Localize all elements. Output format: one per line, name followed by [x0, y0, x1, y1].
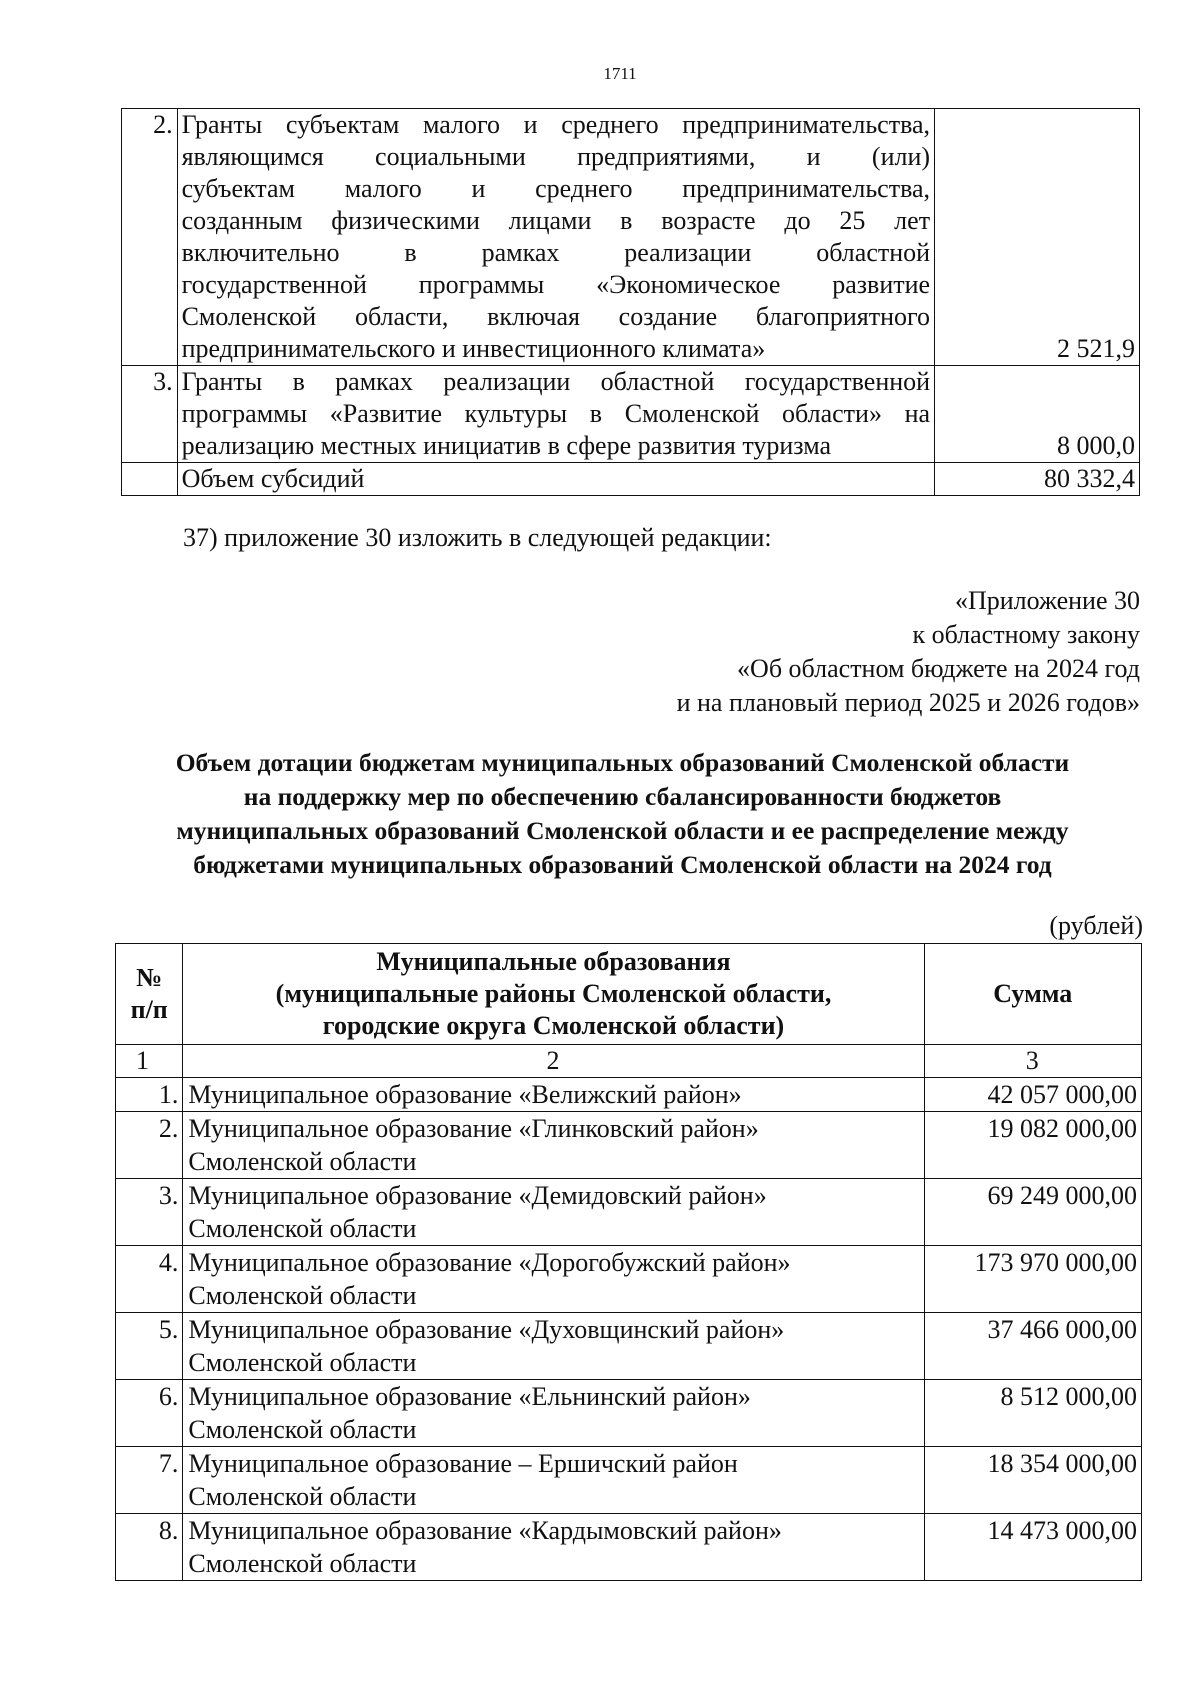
- municipality-name: [183, 1112, 924, 1179]
- appendix-line: «Об областном бюджете на 2024 год: [737, 654, 1140, 683]
- table-row: [116, 1514, 1142, 1581]
- row-number: 3.: [122, 366, 178, 463]
- row-number: 4.: [116, 1246, 183, 1313]
- table-row: [122, 109, 1140, 366]
- municipality-line: Смоленской области: [188, 1147, 417, 1176]
- municipality-name: [183, 1078, 924, 1112]
- appendix-header: [440, 584, 1140, 720]
- column-index: 3: [924, 1045, 1141, 1078]
- row-number: 5.: [116, 1313, 183, 1380]
- column-index-row: [116, 1045, 1142, 1078]
- municipality-name: [183, 1447, 924, 1514]
- municipality-line: Смоленской области: [188, 1549, 417, 1578]
- table-row: [116, 1179, 1142, 1246]
- header-municipality-line: Муниципальные образования: [376, 947, 731, 976]
- total-sum: 80 332,4: [935, 463, 1140, 496]
- header-municipality-line: городские округа Смоленской области): [322, 1011, 785, 1040]
- text-line: являющимся социальными предприятиями, и (или): [181, 142, 931, 171]
- document-title: [80, 746, 1165, 882]
- municipality-line: Муниципальное образование – Ершичский район: [188, 1449, 738, 1478]
- row-number: 2.: [116, 1112, 183, 1179]
- row-number: 3.: [116, 1179, 183, 1246]
- header-number-line2: п/п: [130, 995, 168, 1024]
- total-row: [122, 463, 1140, 496]
- text-line: государственной программы «Экономическое развитие: [181, 270, 931, 299]
- municipality-line: Муниципальное образование «Кардымовский район»: [188, 1516, 782, 1545]
- text-line: Смоленской области, включая создание благоприятного: [181, 302, 931, 331]
- text-line: включительно в рамках реализации областной: [181, 238, 931, 267]
- municipality-line: Смоленской области: [188, 1281, 417, 1310]
- municipality-line: Муниципальное образование «Дорогобужский район»: [188, 1248, 791, 1277]
- row-number: 8.: [116, 1514, 183, 1581]
- row-number: 2.: [122, 109, 178, 366]
- municipality-name: [183, 1313, 924, 1380]
- subsidies-table: [121, 108, 1140, 496]
- row-number: 6.: [116, 1380, 183, 1447]
- table-row: [116, 1078, 1142, 1112]
- table-row: [122, 366, 1140, 463]
- header-number-line1: №: [136, 963, 163, 992]
- municipality-name: [183, 1246, 924, 1313]
- municipality-name: [183, 1514, 924, 1581]
- municipality-line: Муниципальное образование «Демидовский район»: [188, 1181, 767, 1210]
- row-sum: 8 000,0: [935, 366, 1140, 463]
- table-row: [116, 1246, 1142, 1313]
- row-sum: 173 970 000,00: [924, 1246, 1141, 1313]
- text-line: созданным физическими лицами в возрасте до 25 лет: [181, 206, 931, 235]
- header-number: [116, 944, 183, 1045]
- title-line: бюджетами муниципальных образований Смоленской области на 2024 год: [193, 850, 1052, 879]
- municipality-name: [183, 1179, 924, 1246]
- text-line: субъектам малого и среднего предпринимательства,: [181, 174, 931, 203]
- row-description: [177, 109, 934, 366]
- title-line: Объем дотации бюджетам муниципальных образований Смоленской области: [175, 748, 1070, 777]
- row-number: 1.: [116, 1078, 183, 1112]
- text-line: Гранты в рамках реализации областной государственной: [181, 367, 931, 396]
- appendix-line: «Приложение 30: [954, 586, 1140, 615]
- row-sum: 2 521,9: [935, 109, 1140, 366]
- appendix-line: и на плановый период 2025 и 2026 годов»: [676, 688, 1140, 717]
- municipality-line: Смоленской области: [188, 1348, 417, 1377]
- municipality-name: [183, 1380, 924, 1447]
- row-number-empty: [122, 463, 178, 496]
- row-sum: 69 249 000,00: [924, 1179, 1141, 1246]
- municipality-line: Смоленской области: [188, 1482, 417, 1511]
- table-row: [116, 1112, 1142, 1179]
- header-municipality: [183, 944, 924, 1045]
- table-row: [116, 1380, 1142, 1447]
- municipality-line: Муниципальное образование «Глинковский район»: [188, 1114, 759, 1143]
- row-number: 7.: [116, 1447, 183, 1514]
- title-line: муниципальных образований Смоленской области и ее распределение между: [176, 816, 1069, 845]
- municipality-line: Муниципальное образование «Духовщинский район»: [188, 1315, 785, 1344]
- column-index: 2: [183, 1045, 924, 1078]
- table-row: [116, 1313, 1142, 1380]
- text-line: реализацию местных инициатив в сфере развития туризма: [181, 431, 832, 460]
- table-header-row: [116, 944, 1142, 1045]
- column-index: 1: [116, 1045, 183, 1078]
- text-line: Гранты субъектам малого и среднего предпринимательства,: [181, 110, 931, 139]
- grants-distribution-table: [115, 943, 1142, 1581]
- row-sum: 42 057 000,00: [924, 1078, 1141, 1112]
- table-row: [116, 1447, 1142, 1514]
- row-sum: 18 354 000,00: [924, 1447, 1141, 1514]
- municipality-line: Муниципальное образование «Велижский район»: [188, 1080, 742, 1109]
- total-label: Объем субсидий: [177, 463, 934, 496]
- page-number: 1711: [603, 64, 637, 83]
- amendment-paragraph: 37) приложение 30 изложить в следующей редакции:: [183, 523, 772, 552]
- row-sum: 8 512 000,00: [924, 1380, 1141, 1447]
- municipality-line: Муниципальное образование «Ельнинский район»: [188, 1382, 751, 1411]
- municipality-line: Смоленской области: [188, 1415, 417, 1444]
- header-municipality-line: (муниципальные районы Смоленской области,: [275, 979, 832, 1008]
- text-line: программы «Развитие культуры в Смоленской области» на: [181, 399, 931, 428]
- text-line: предпринимательского и инвестиционного климата»: [181, 334, 766, 363]
- row-sum: 37 466 000,00: [924, 1313, 1141, 1380]
- row-sum: 14 473 000,00: [924, 1514, 1141, 1581]
- row-sum: 19 082 000,00: [924, 1112, 1141, 1179]
- title-line: на поддержку мер по обеспечению сбалансированности бюджетов: [243, 782, 1002, 811]
- municipality-line: Смоленской области: [188, 1214, 417, 1243]
- units-label: (рублей): [1049, 911, 1143, 940]
- row-description: [177, 366, 934, 463]
- header-sum: Сумма: [924, 944, 1141, 1045]
- appendix-line: к областному закону: [912, 620, 1140, 649]
